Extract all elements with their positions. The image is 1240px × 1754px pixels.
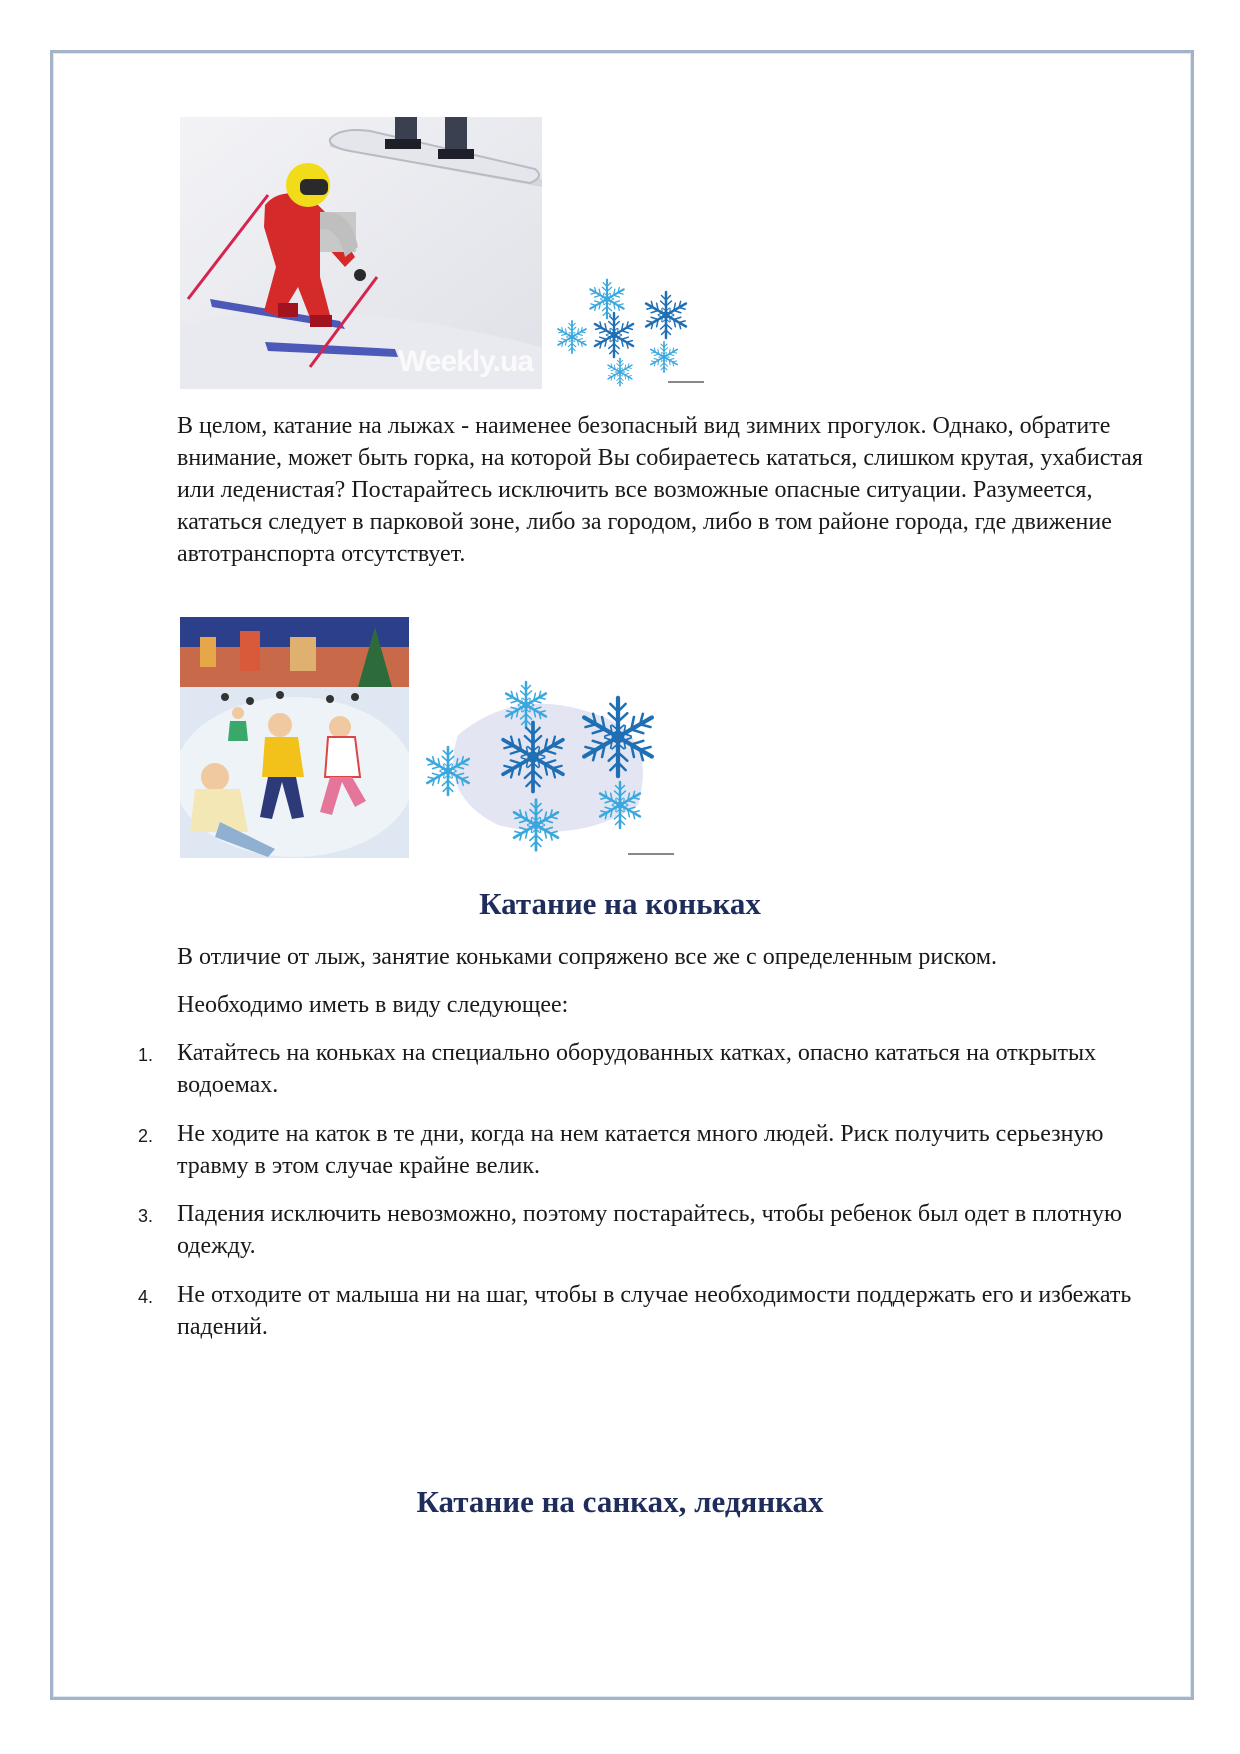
- skating-note: Необходимо иметь в виду следующее:: [177, 992, 569, 1018]
- list-text: Не ходите на каток в те дни, когда на нем катается много людей. Риск получить серьезную травму в этом случае крайне велик.: [177, 1121, 1104, 1179]
- list-text: Катайтесь на коньках на специально оборудованных катках, опасно кататься на открытых водоемах.: [177, 1040, 1097, 1098]
- list-number: 2.: [138, 1126, 154, 1146]
- list-text: Падения исключить невозможно, поэтому постарайтесь, чтобы ребенок был одет в плотную одежду.: [177, 1201, 1122, 1259]
- photo-watermark: Weekly.ua: [398, 345, 533, 378]
- snowflakes-decoration: [552, 277, 712, 389]
- list-number: 4.: [138, 1287, 154, 1307]
- skating-intro: В отличие от лыж, занятие коньками сопряжено все же с определенным риском.: [177, 944, 998, 970]
- list-number: 3.: [138, 1206, 154, 1226]
- list-number: 1.: [138, 1045, 154, 1065]
- skating-illustration: [180, 617, 409, 858]
- skating-heading: Катание на коньках: [479, 886, 761, 921]
- list-text: Не отходите от малыша ни на шаг, чтобы в случае необходимости поддержать его и избежать падений.: [177, 1282, 1132, 1340]
- skiing-paragraph: В целом, катание на лыжах - наименее безопасный вид зимних прогулок. Однако, обратите внимание, может быть горка, на которой Вы собираетесь кататься, слишком крутая, ухабистая или леденистая? Постарайтесь исключить все возможные опасные ситуации. Разумеется, кататься следует в парковой зоне, либо за городом, либо в том районе города, где движение автотранспорта отсутствует.: [177, 413, 1143, 567]
- snowflakes-decoration-large: [418, 675, 680, 861]
- sledding-heading: Катание на санках, ледянках: [416, 1484, 824, 1519]
- skier-photo: [180, 117, 542, 389]
